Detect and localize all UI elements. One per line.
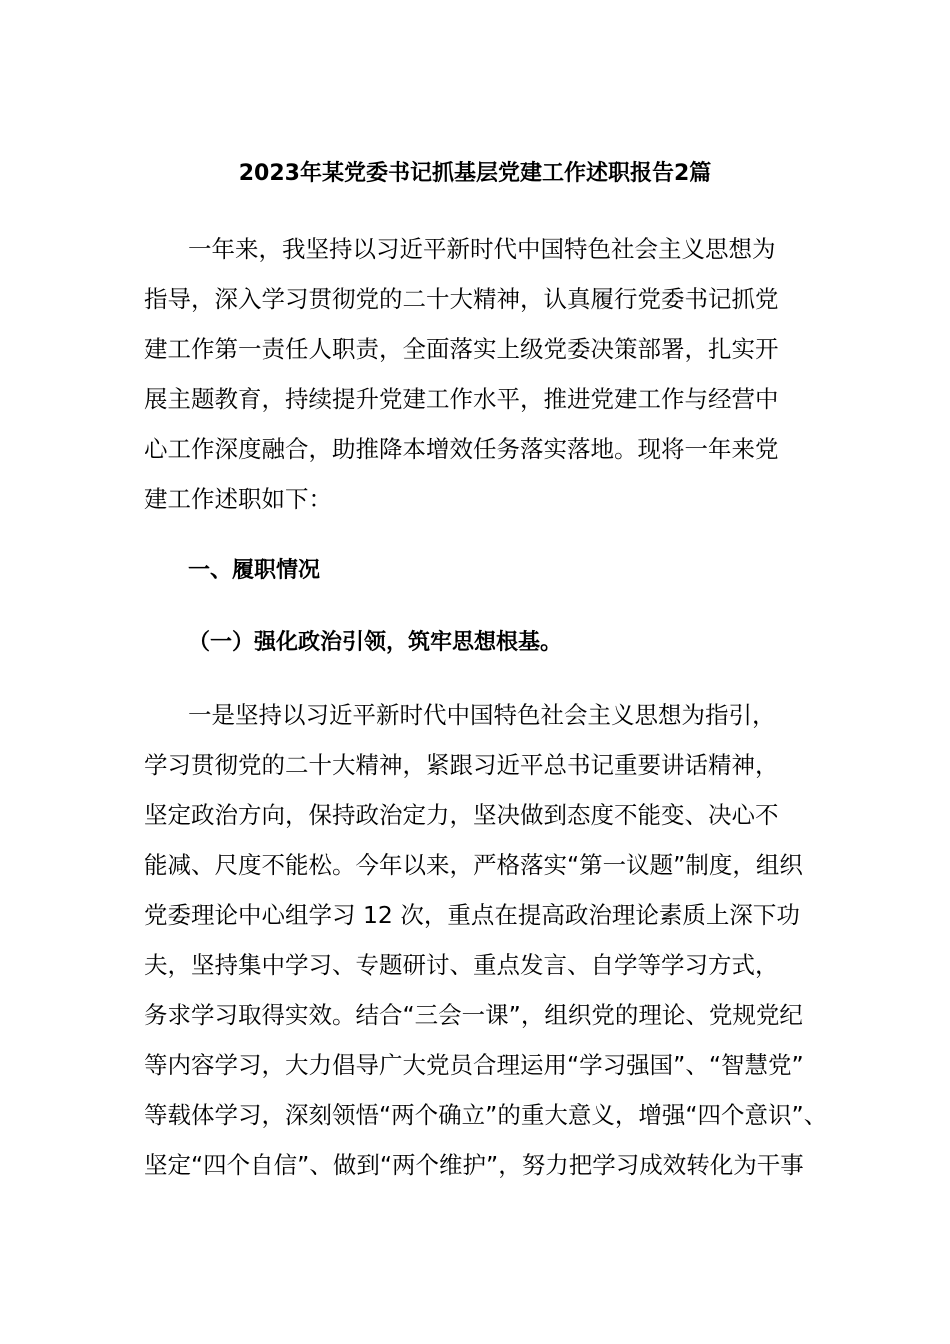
body-line: 学习贯彻党的二十大精神，紧跟习近平总书记重要讲话精神，: [144, 751, 779, 779]
section-heading: 一、履职情况: [188, 558, 321, 583]
body-line: 等内容学习，大力倡导广大党员合理运用“学习强国”、“智慧党”: [144, 1051, 804, 1079]
subsection-heading: （一）强化政治引领，筑牢思想根基。: [188, 630, 563, 655]
body-line: 坚定政治方向，保持政治定力，坚决做到态度不能变、决心不: [144, 801, 779, 829]
intro-line: 展主题教育，持续提升党建工作水平，推进党建工作与经营中: [144, 385, 779, 413]
body-line: 能减、尺度不能松。今年以来，严格落实“第一议题”制度，组织: [144, 851, 803, 879]
intro-line: 指导，深入学习贯彻党的二十大精神，认真履行党委书记抓党: [144, 285, 779, 313]
body-line: 等载体学习，深刻领悟“两个确立”的重大意义，增强“四个意识”、: [144, 1101, 828, 1129]
intro-line: 建工作述职如下：: [144, 485, 332, 513]
intro-line: 心工作深度融合，助推降本增效任务落实落地。现将一年来党: [144, 435, 779, 463]
body-line: 坚定“四个自信”、做到“两个维护”，努力把学习成效转化为干事: [144, 1151, 804, 1179]
body-line: 夫，坚持集中学习、专题研讨、重点发言、自学等学习方式，: [144, 951, 779, 979]
intro-line: 一年来，我坚持以习近平新时代中国特色社会主义思想为: [188, 235, 776, 263]
body-line: 党委理论中心组学习 12 次，重点在提高政治理论素质上深下功: [144, 901, 800, 929]
body-line: 务求学习取得实效。结合“三会一课”，组织党的理论、党规党纪: [144, 1001, 803, 1029]
intro-line: 建工作第一责任人职责，全面落实上级党委决策部署，扎实开: [144, 335, 779, 363]
document-title: 2023年某党委书记抓基层党建工作述职报告2篇: [238, 161, 712, 186]
body-line: 一是坚持以习近平新时代中国特色社会主义思想为指引，: [188, 701, 776, 729]
